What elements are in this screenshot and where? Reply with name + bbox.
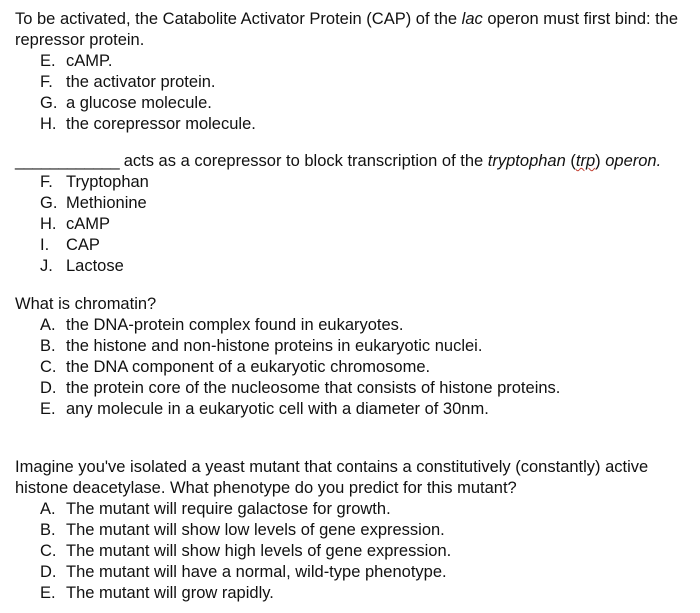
stem-paren-close: ) [595, 152, 606, 170]
answer-option[interactable] [40, 93, 688, 114]
option-letter: H. [40, 215, 57, 233]
option-letter: D. [40, 563, 57, 581]
answer-options [40, 315, 688, 420]
option-letter: I. [40, 236, 50, 254]
answer-option[interactable] [40, 583, 688, 604]
option-letter: F. [40, 173, 53, 191]
stem-text: To be activated, the Catabolite Activator Protein (CAP) of the [15, 10, 462, 28]
answer-option[interactable] [40, 256, 688, 277]
stem-italic-lac: lac [461, 10, 483, 28]
answer-option[interactable] [40, 51, 688, 72]
option-letter: F. [40, 73, 53, 91]
answer-option[interactable] [40, 541, 688, 562]
question-chromatin [15, 294, 688, 420]
option-letter: B. [40, 337, 56, 355]
option-text: The mutant will have a normal, wild-type phenotype. [66, 563, 447, 581]
answer-option[interactable] [40, 193, 688, 214]
fill-in-blank: ____________ [15, 152, 120, 170]
option-text: The mutant will require galactose for growth. [66, 500, 391, 518]
answer-option[interactable] [40, 520, 688, 541]
question-trp-corepressor [15, 151, 688, 277]
option-letter: H. [40, 115, 57, 133]
stem-text-end: operon must first bind: the repressor protein. [15, 10, 679, 49]
question-stem [15, 9, 688, 51]
stem-italic-tryptophan: tryptophan [487, 152, 566, 170]
stem-paren-open: ( [565, 152, 576, 170]
option-text: the activator protein. [66, 73, 216, 91]
option-letter: C. [40, 358, 57, 376]
answer-option[interactable] [40, 114, 688, 135]
option-text: the DNA-protein complex found in eukaryotes. [66, 316, 404, 334]
question-cap-activation [15, 9, 688, 135]
option-text: Lactose [66, 257, 124, 275]
option-letter: G. [40, 194, 58, 212]
option-text: The mutant will show high levels of gene expression. [66, 542, 452, 560]
stem-text: acts as a corepressor to block transcription of the [119, 152, 488, 170]
option-text: cAMP. [66, 52, 113, 70]
answer-option[interactable] [40, 357, 688, 378]
stem-italic-operon: operon. [605, 152, 662, 170]
option-letter: G. [40, 94, 58, 112]
answer-option[interactable] [40, 378, 688, 399]
answer-options [40, 51, 688, 135]
option-text: The mutant will grow rapidly. [66, 584, 274, 602]
answer-options [40, 499, 688, 604]
option-letter: E. [40, 400, 56, 418]
answer-option[interactable] [40, 499, 688, 520]
answer-option[interactable] [40, 72, 688, 93]
option-letter: D. [40, 379, 57, 397]
option-letter: J. [40, 257, 53, 275]
option-text: cAMP [66, 215, 111, 233]
option-letter: E. [40, 52, 56, 70]
option-letter: A. [40, 500, 56, 518]
option-text: the protein core of the nucleosome that consists of histone proteins. [66, 379, 561, 397]
question-stem [15, 151, 688, 172]
answer-option[interactable] [40, 235, 688, 256]
answer-option[interactable] [40, 172, 688, 193]
option-letter: B. [40, 521, 56, 539]
option-text: a glucose molecule. [66, 94, 212, 112]
question-yeast-mutant [15, 457, 688, 604]
option-text: any molecule in a eukaryotic cell with a diameter of 30nm. [66, 400, 489, 418]
answer-option[interactable] [40, 336, 688, 357]
answer-options [40, 172, 688, 277]
option-text: the histone and non-histone proteins in eukaryotic nuclei. [66, 337, 483, 355]
stem-italic-trp: trp [575, 152, 596, 170]
answer-option[interactable] [40, 315, 688, 336]
question-stem: What is chromatin? [15, 295, 157, 313]
option-text: Methionine [66, 194, 147, 212]
answer-option[interactable] [40, 562, 688, 583]
option-letter: E. [40, 584, 56, 602]
option-text: The mutant will show low levels of gene expression. [66, 521, 445, 539]
option-letter: A. [40, 316, 56, 334]
option-letter: C. [40, 542, 57, 560]
option-text: the corepressor molecule. [66, 115, 256, 133]
answer-option[interactable] [40, 214, 688, 235]
option-text: CAP [66, 236, 100, 254]
option-text: the DNA component of a eukaryotic chromosome. [66, 358, 431, 376]
answer-option[interactable] [40, 399, 688, 420]
option-text: Tryptophan [66, 173, 149, 191]
question-stem: Imagine you've isolated a yeast mutant that contains a constitutively (constantly) active histone deacetylase. What phenotype do you predict for this mutant? [15, 458, 649, 497]
